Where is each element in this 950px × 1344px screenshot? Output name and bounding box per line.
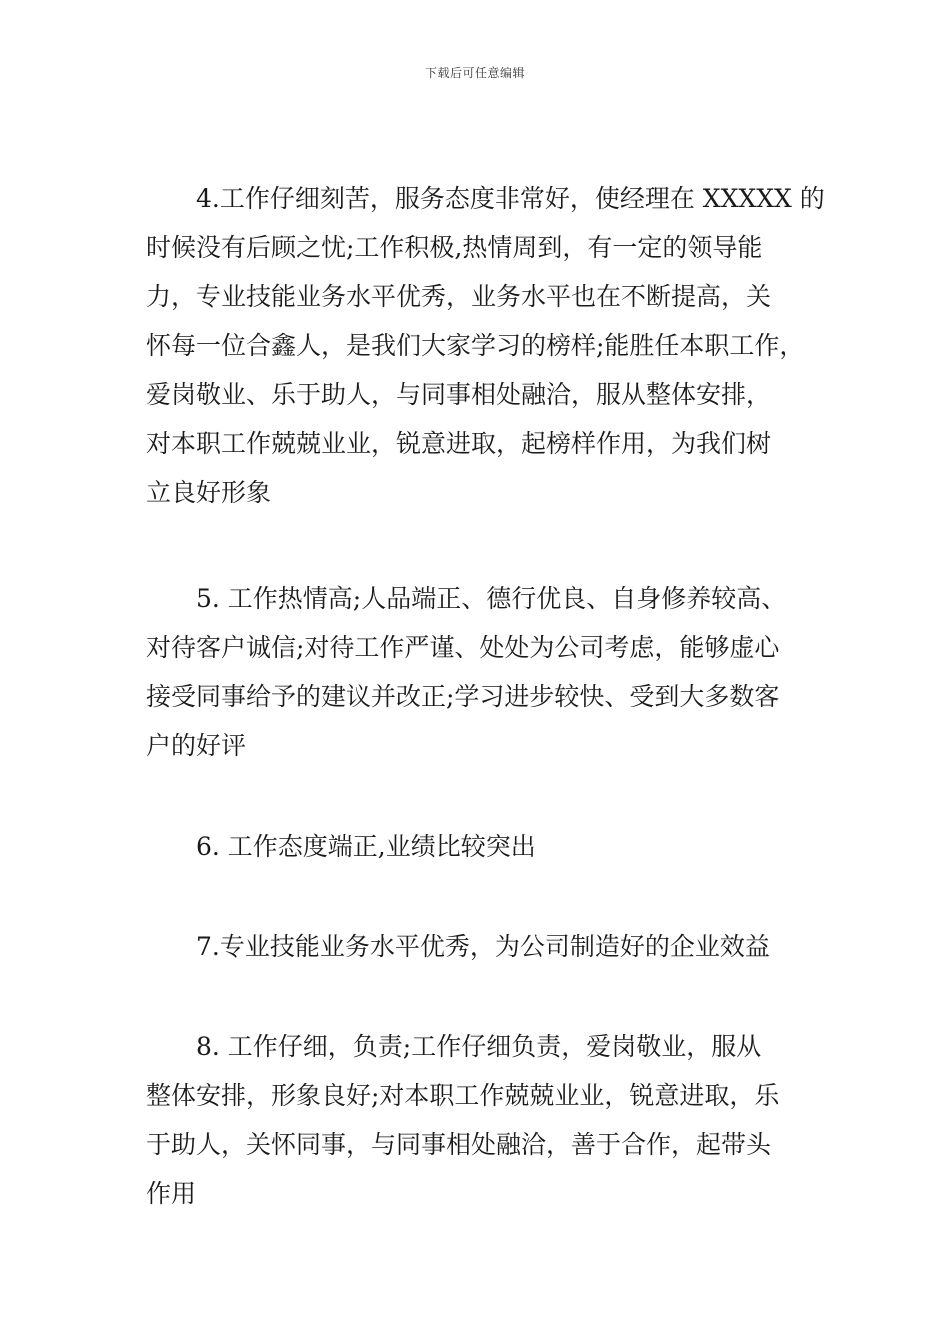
paragraph-line: 8. 工作仔细，负责;工作仔细负责，爱岗敬业，服从 (196, 1032, 762, 1061)
paragraph-line: 户的好评 (146, 731, 247, 760)
paragraph-line: 怀每一位合鑫人，是我们大家学习的榜样;能胜任本职工作， (146, 331, 805, 360)
paragraph-line: 时候没有后顾之忧;工作积极,热情周到，有一定的领导能 (146, 233, 763, 262)
paragraph-line: 5. 工作热情高;人品端正、德行优良、自身修养较高、 (196, 584, 787, 613)
paragraph-line: 对本职工作兢兢业业，锐意进取，起榜样作用，为我们树 (146, 429, 772, 458)
paragraph-line: 爱岗敬业、乐于助人，与同事相处融洽，服从整体安排， (146, 380, 772, 409)
paragraph-line: 作用 (146, 1179, 197, 1208)
paragraph-line: 立良好形象 (146, 478, 272, 507)
paragraph-item-6 (146, 822, 816, 871)
paragraph-line: 7.专业技能业务水平优秀，为公司制造好的企业效益 (196, 932, 770, 961)
paragraph-item-7 (146, 922, 816, 971)
paragraph-line: 接受同事给予的建议并改正;学习进步较快、受到大多数客 (146, 682, 780, 711)
paragraph-line: 力，专业技能业务水平优秀，业务水平也在不断提高，关 (146, 282, 772, 311)
paragraph-line: 于助人，关怀同事，与同事相处融洽，善于合作，起带头 (146, 1130, 772, 1159)
paragraph-line: 对待客户诚信;对待工作严谨、处处为公司考虑，能够虚心 (146, 633, 780, 662)
paragraph-line: 整体安排，形象良好;对本职工作兢兢业业，锐意进取，乐 (146, 1081, 780, 1110)
paragraph-line: 6. 工作态度端正,业绩比较突出 (196, 832, 536, 861)
paragraph-item-5 (146, 574, 816, 770)
paragraph-line: 4.工作仔细刻苦，服务态度非常好，使经理在 XXXXX 的 (196, 184, 825, 213)
paragraph-item-4 (146, 174, 825, 517)
header-note: 下载后可任意编辑 (424, 66, 525, 80)
paragraph-item-8 (146, 1022, 816, 1218)
